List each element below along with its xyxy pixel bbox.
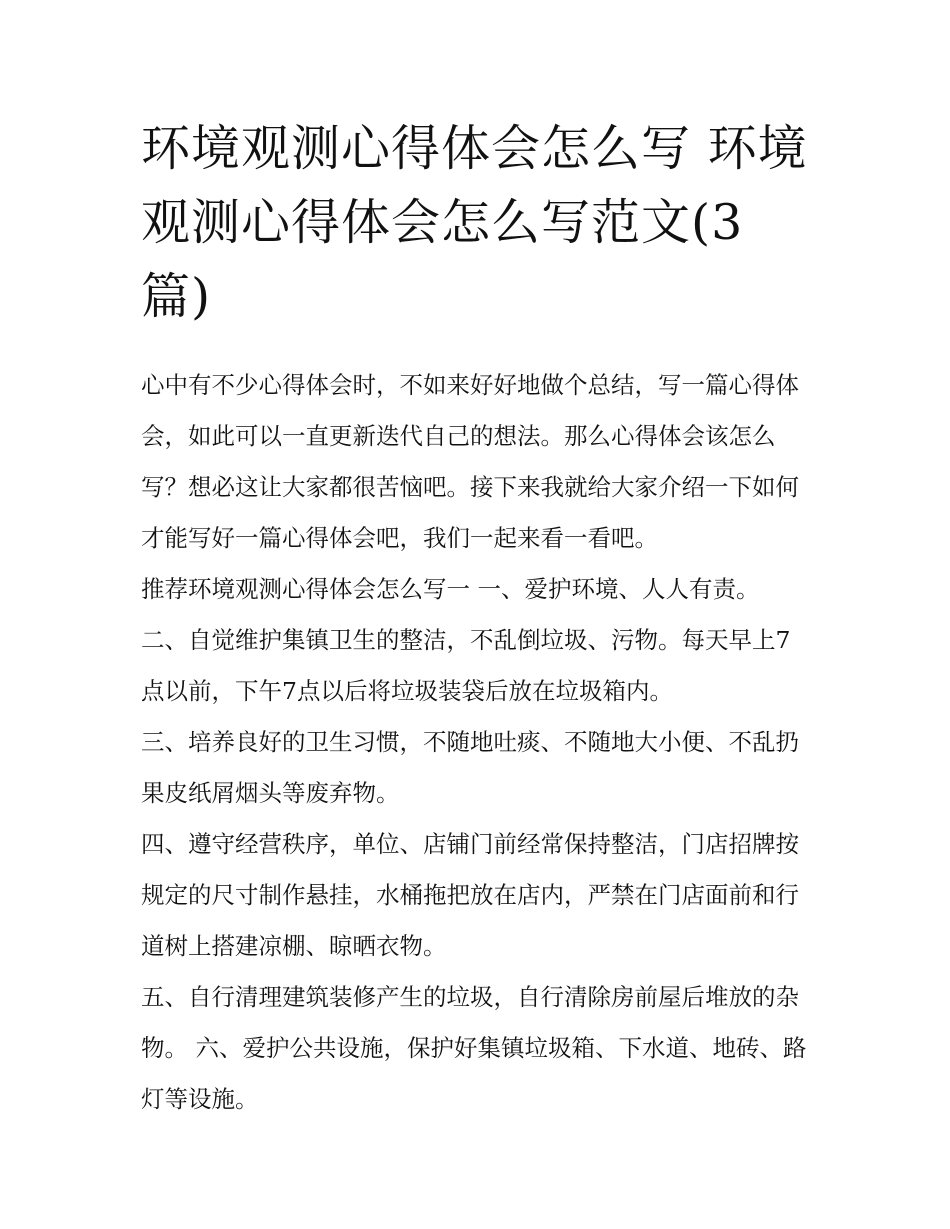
document-page — [141, 112, 813, 1125]
paragraph-item-2: 二、自觉维护集镇卫生的整洁，不乱倒垃圾、污物。每天早上7点以前，下午7点以后将垃圾装袋后放在垃圾箱内。 — [141, 626, 791, 705]
paragraph-item-4: 四、遵守经营秩序，单位、店铺门前经常保持整洁，门店招牌按规定的尺寸制作悬挂，水桶拖把放在店内，严禁在门店面前和行道树上搭建凉棚、晾晒衣物。 — [141, 830, 799, 960]
paragraph-recommend: 推荐环境观测心得体会怎么写一 一、爱护环境、人人有责。 — [141, 575, 760, 603]
paragraph-item-5: 五、自行清理建筑装修产生的垃圾，自行清除房前屋后堆放的杂物。 六、爱护公共设施，保护好集镇垃圾箱、下水道、地砖、路灯等设施。 — [141, 983, 807, 1113]
document-body — [141, 360, 813, 1125]
paragraph-item-3: 三、培养良好的卫生习惯，不随地吐痰、不随地大小便、不乱扔果皮纸屑烟头等废弃物。 — [141, 728, 799, 807]
document-title: 环境观测心得体会怎么写 环境观测心得体会怎么写范文(3篇) — [141, 120, 808, 325]
intro-paragraph: 心中有不少心得体会时，不如来好好地做个总结，写一篇心得体会，如此可以一直更新迭代自己的想法。那么心得体会该怎么写？想必这让大家都很苦恼吧。接下来我就给大家介绍一下如何才能写好一篇心得体会吧，我们一起来看一看吧。 — [141, 371, 799, 552]
